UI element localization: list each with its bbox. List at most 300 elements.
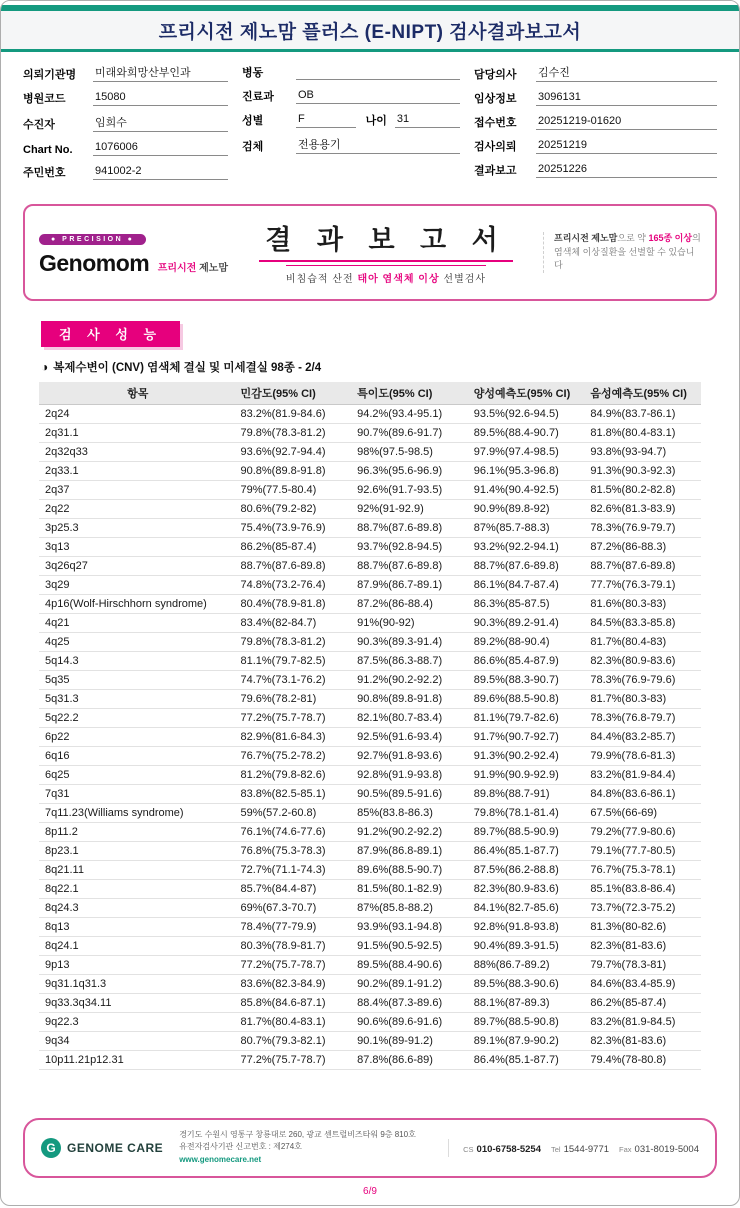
region-cell: 6p22: [39, 727, 234, 746]
value-cell: 92.8%(91.8-93.8): [468, 917, 585, 936]
region-cell: 6q25: [39, 765, 234, 784]
info-value: [296, 65, 460, 80]
table-row: [39, 955, 701, 974]
info-row: [474, 114, 717, 130]
value-cell: 89.5%(88.4-90.6): [351, 955, 468, 974]
contact-cs-label: CS: [463, 1144, 474, 1154]
value-cell: 84.5%(83.3-85.8): [584, 613, 701, 632]
value-cell: 77.2%(75.7-78.7): [234, 708, 351, 727]
table-row: [39, 518, 701, 537]
col-header-ppv: 양성예측도(95% CI): [468, 382, 585, 404]
value-cell: 80.6%(79.2-82): [234, 499, 351, 518]
region-cell: 10p11.21p12.31: [39, 1050, 234, 1069]
region-cell: 2q32q33: [39, 442, 234, 461]
value-cell: 79.8%(78.3-81.2): [234, 423, 351, 442]
value-cell: 83.4%(82-84.7): [234, 613, 351, 632]
region-cell: 9q34: [39, 1031, 234, 1050]
value-cell: 76.1%(74.6-77.6): [234, 822, 351, 841]
contact-tel: [551, 1139, 609, 1157]
table-row: [39, 860, 701, 879]
region-cell: 4q21: [39, 613, 234, 632]
brand-line: [39, 250, 229, 277]
info-label: 진료과: [242, 91, 274, 103]
value-cell: 76.7%(75.2-78.2): [234, 746, 351, 765]
table-row: [39, 689, 701, 708]
section-title-performance: 검 사 성 능: [41, 321, 180, 347]
value-cell: 91.2%(90.2-92.2): [351, 670, 468, 689]
genomecare-logo-icon: G: [41, 1138, 61, 1158]
value-cell: 82.3%(81-83.6): [584, 936, 701, 955]
value-cell: 87.2%(86-88.3): [584, 537, 701, 556]
report-header: [1, 11, 739, 49]
patient-info-column-2: [242, 64, 460, 188]
value-cell: 89.5%(88.4-90.7): [468, 423, 585, 442]
value-cell: 86.2%(85-87.4): [234, 537, 351, 556]
performance-table-wrap: [39, 382, 701, 1070]
value-cell: 86.6%(85.4-87.9): [468, 651, 585, 670]
region-cell: 9q33.3q34.11: [39, 993, 234, 1012]
table-row: [39, 651, 701, 670]
genomom-logo: [39, 228, 229, 277]
value-cell: 79.8%(78.1-81.4): [468, 803, 585, 822]
info-value: 20251226: [536, 163, 717, 178]
value-cell: 89.2%(88-90.4): [468, 632, 585, 651]
value-cell: 81.2%(79.8-82.6): [234, 765, 351, 784]
value-cell: 98%(97.5-98.5): [351, 442, 468, 461]
table-row: [39, 461, 701, 480]
value-cell: 79.4%(78-80.8): [584, 1050, 701, 1069]
value-cell: 81.7%(80.3-83): [584, 689, 701, 708]
value-cell: 79.2%(77.9-80.6): [584, 822, 701, 841]
table-row: [39, 993, 701, 1012]
value-cell: 88.7%(87.6-89.8): [468, 556, 585, 575]
info-value: 20251219: [536, 139, 717, 154]
info-value: 임희수: [93, 114, 228, 132]
value-cell: 86.4%(85.1-87.7): [468, 841, 585, 860]
desc-mid: 으로 약: [617, 232, 649, 243]
region-cell: 8p23.1: [39, 841, 234, 860]
value-cell: 86.1%(84.7-87.4): [468, 575, 585, 594]
value-cell: 92.6%(91.7-93.5): [351, 480, 468, 499]
info-value: 김수진: [536, 64, 717, 82]
patient-info: [1, 52, 739, 192]
table-row: [39, 841, 701, 860]
value-cell: 82.1%(80.7-83.4): [351, 708, 468, 727]
info-label: 검사의뢰: [474, 141, 517, 153]
col-header-npv: 음성예측도(95% CI): [584, 382, 701, 404]
value-cell: 76.8%(75.3-78.3): [234, 841, 351, 860]
value-cell: 85.1%(83.8-86.4): [584, 879, 701, 898]
value-cell: 76.7%(75.3-78.1): [584, 860, 701, 879]
region-cell: 3q13: [39, 537, 234, 556]
info-label: 담당의사: [474, 69, 517, 81]
value-cell: 89.5%(88.3-90.7): [468, 670, 585, 689]
region-cell: 3p25.3: [39, 518, 234, 537]
page-number: 6/9: [363, 1186, 377, 1197]
value-cell: 69%(67.3-70.7): [234, 898, 351, 917]
value-cell: 83.8%(82.5-85.1): [234, 784, 351, 803]
info-row: [242, 112, 460, 128]
value-cell: 81.3%(80-82.6): [584, 917, 701, 936]
table-row: [39, 556, 701, 575]
contact-fax-value: 031-8019-5004: [634, 1143, 699, 1155]
genomecare-logo: [41, 1138, 163, 1158]
info-row: [474, 162, 717, 178]
value-cell: 91.3%(90.2-92.4): [468, 746, 585, 765]
website-text: www.genomecare.net: [179, 1155, 262, 1165]
brand-sub-2: 제노맘: [199, 263, 229, 274]
info-value: OB: [296, 89, 460, 104]
value-cell: 81.1%(79.7-82.5): [234, 651, 351, 670]
table-row: [39, 765, 701, 784]
page-title: 프리시전 제노맘 플러스 (E-NIPT) 검사결과보고서: [158, 22, 582, 43]
value-cell: 77.2%(75.7-78.7): [234, 955, 351, 974]
value-cell: 89.7%(88.5-90.9): [468, 822, 585, 841]
region-cell: 8q24.1: [39, 936, 234, 955]
value-cell: 93.9%(93.1-94.8): [351, 917, 468, 936]
contact-fax: [619, 1139, 699, 1157]
value-cell: 84.8%(83.6-86.1): [584, 784, 701, 803]
value-cell: 90.9%(89.8-92): [468, 499, 585, 518]
value-cell: 85%(83.8-86.3): [351, 803, 468, 822]
desc-particle: 의: [692, 232, 701, 243]
region-cell: 7q11.23(Williams syndrome): [39, 803, 234, 822]
table-row: [39, 575, 701, 594]
value-cell: 84.6%(83.4-85.9): [584, 974, 701, 993]
region-cell: 4p16(Wolf-Hirschhorn syndrome): [39, 594, 234, 613]
info-row: [242, 64, 460, 80]
value-cell: 86.4%(85.1-87.7): [468, 1050, 585, 1069]
region-cell: 8q21.11: [39, 860, 234, 879]
table-row: [39, 746, 701, 765]
subtitle-highlight: 태아 염색체 이상: [357, 274, 440, 285]
desc-count: 165종 이상: [648, 232, 693, 243]
value-cell: 75.4%(73.9-76.9): [234, 518, 351, 537]
footer-contacts: [448, 1139, 699, 1157]
flex-spacer: [1, 1070, 739, 1106]
region-cell: 8q13: [39, 917, 234, 936]
info-label: 접수번호: [474, 117, 517, 129]
info-row: [474, 138, 717, 154]
value-cell: 89.1%(87.9-90.2): [468, 1031, 585, 1050]
info-label: 성별: [242, 115, 264, 127]
info-label: 수진자: [23, 119, 55, 131]
table-row: [39, 727, 701, 746]
region-cell: 3q29: [39, 575, 234, 594]
address-line-1: 경기도 수원시 영통구 창룡대로 260, 광교 센트럴비즈타워 9층 810호: [179, 1129, 416, 1139]
value-cell: 96.1%(95.3-96.8): [468, 461, 585, 480]
value-cell: 90.8%(89.8-91.8): [351, 689, 468, 708]
value-cell: 90.3%(89.2-91.4): [468, 613, 585, 632]
value-cell: 89.7%(88.5-90.8): [468, 1012, 585, 1031]
value-cell: 90.1%(89-91.2): [351, 1031, 468, 1050]
value-cell: 81.6%(80.3-83): [584, 594, 701, 613]
info-value: 15080: [93, 91, 228, 106]
value-cell: 92.8%(91.9-93.8): [351, 765, 468, 784]
table-row: [39, 1031, 701, 1050]
value-cell: 87.5%(86.2-88.8): [468, 860, 585, 879]
info-label: 나이: [365, 115, 387, 127]
info-value: 941002-2: [93, 165, 228, 180]
table-row: [39, 632, 701, 651]
footer-address: [179, 1129, 448, 1167]
info-label: 병원코드: [23, 93, 66, 105]
banner-center: [229, 218, 543, 287]
subtitle-prefix: 비침습적 산전: [285, 274, 358, 285]
genomecare-logo-text: GENOME CARE: [67, 1140, 164, 1155]
value-cell: 80.3%(78.9-81.7): [234, 936, 351, 955]
value-cell: 91.9%(90.9-92.9): [468, 765, 585, 784]
value-cell: 79.9%(78.6-81.3): [584, 746, 701, 765]
info-row: [23, 164, 228, 180]
value-cell: 87.9%(86.7-89.1): [351, 575, 468, 594]
info-value: 20251219-01620: [536, 115, 717, 130]
value-cell: 81.7%(80.4-83): [584, 632, 701, 651]
info-value: F: [296, 113, 356, 128]
info-row: [23, 64, 228, 82]
value-cell: 83.2%(81.9-84.5): [584, 1012, 701, 1031]
info-label: 임상정보: [474, 93, 517, 105]
value-cell: 78.3%(76.9-79.7): [584, 518, 701, 537]
value-cell: 84.9%(83.7-86.1): [584, 404, 701, 423]
value-cell: 82.6%(81.3-83.9): [584, 499, 701, 518]
value-cell: 79.1%(77.7-80.5): [584, 841, 701, 860]
region-cell: 2q33.1: [39, 461, 234, 480]
value-cell: 77.7%(76.3-79.1): [584, 575, 701, 594]
value-cell: 91.7%(90.7-92.7): [468, 727, 585, 746]
value-cell: 90.2%(89.1-91.2): [351, 974, 468, 993]
table-row: [39, 613, 701, 632]
value-cell: 87.2%(86-88.4): [351, 594, 468, 613]
brand-name: Genomom: [39, 250, 150, 276]
region-cell: 9p13: [39, 955, 234, 974]
half-circle-icon: ◑: [41, 360, 49, 374]
value-cell: 73.7%(72.3-75.2): [584, 898, 701, 917]
value-cell: 84.4%(83.2-85.7): [584, 727, 701, 746]
table-row: [39, 1050, 701, 1069]
value-cell: 91.3%(90.3-92.3): [584, 461, 701, 480]
value-cell: 89.6%(88.5-90.7): [351, 860, 468, 879]
region-cell: 3q26q27: [39, 556, 234, 575]
value-cell: 91%(90-92): [351, 613, 468, 632]
value-cell: 80.4%(78.9-81.8): [234, 594, 351, 613]
value-cell: 88.7%(87.6-89.8): [584, 556, 701, 575]
table-row: [39, 423, 701, 442]
region-cell: 4q25: [39, 632, 234, 651]
col-header-specificity: 특이도(95% CI): [351, 382, 468, 404]
footer: [23, 1118, 717, 1178]
value-cell: 90.6%(89.6-91.6): [351, 1012, 468, 1031]
value-cell: 89.6%(88.5-90.8): [468, 689, 585, 708]
region-cell: 9q31.1q31.3: [39, 974, 234, 993]
info-row: [474, 90, 717, 106]
value-cell: 90.3%(89.3-91.4): [351, 632, 468, 651]
value-cell: 90.7%(89.6-91.7): [351, 423, 468, 442]
info-row: [242, 136, 460, 154]
value-cell: 92.5%(91.6-93.4): [351, 727, 468, 746]
col-header-sensitivity: 민감도(95% CI): [234, 382, 351, 404]
desc-brand: 프리시전 제노맘: [554, 232, 618, 243]
brand-sub-1: 프리시전: [157, 263, 197, 274]
table-row: [39, 594, 701, 613]
value-cell: 82.3%(80.9-83.6): [468, 879, 585, 898]
info-row: [474, 64, 717, 82]
info-label: 주민번호: [23, 167, 66, 179]
info-row: [23, 90, 228, 106]
performance-table-header-row: [39, 382, 701, 404]
value-cell: 93.5%(92.6-94.5): [468, 404, 585, 423]
banner-description: [543, 232, 701, 274]
value-cell: 89.8%(88.7-91): [468, 784, 585, 803]
region-cell: 2q24: [39, 404, 234, 423]
value-cell: 90.5%(89.5-91.6): [351, 784, 468, 803]
value-cell: 81.5%(80.1-82.9): [351, 879, 468, 898]
region-cell: 8p11.2: [39, 822, 234, 841]
info-value: 1076006: [93, 141, 228, 156]
value-cell: 78.4%(77-79.9): [234, 917, 351, 936]
subtitle-suffix: 선별검사: [439, 274, 487, 285]
value-cell: 86.2%(85-87.4): [584, 993, 701, 1012]
info-label: 의뢰기관명: [23, 69, 77, 81]
value-cell: 74.8%(73.2-76.4): [234, 575, 351, 594]
info-row: [23, 140, 228, 156]
value-cell: 86.3%(85-87.5): [468, 594, 585, 613]
info-value: 미래와희망산부인과: [93, 64, 228, 82]
info-label: 결과보고: [474, 165, 517, 177]
value-cell: 79.7%(78.3-81): [584, 955, 701, 974]
table-row: [39, 879, 701, 898]
value-cell: 97.9%(97.4-98.5): [468, 442, 585, 461]
col-header-item: 항목: [39, 382, 234, 404]
report-banner-subtitle: [286, 265, 486, 285]
report-banner-title: 결 과 보 고 서: [259, 218, 512, 262]
value-cell: 83.2%(81.9-84.4): [584, 765, 701, 784]
value-cell: 78.3%(76.9-79.6): [584, 670, 701, 689]
table-row: [39, 708, 701, 727]
address-line-2: 유전자검사기관 신고번호 : 제274호: [179, 1142, 302, 1152]
table-row: [39, 442, 701, 461]
value-cell: 87.8%(86.6-89): [351, 1050, 468, 1069]
info-row: [23, 114, 228, 132]
region-cell: 5q31.3: [39, 689, 234, 708]
table-row: [39, 499, 701, 518]
value-cell: 91.5%(90.5-92.5): [351, 936, 468, 955]
value-cell: 88%(86.7-89.2): [468, 955, 585, 974]
value-cell: 91.2%(90.2-92.2): [351, 822, 468, 841]
value-cell: 79.6%(78.2-81): [234, 689, 351, 708]
region-cell: 8q24.3: [39, 898, 234, 917]
value-cell: 81.5%(80.2-82.8): [584, 480, 701, 499]
info-value: 전용용기: [296, 136, 460, 154]
value-cell: 92.7%(91.8-93.6): [351, 746, 468, 765]
value-cell: 88.7%(87.6-89.8): [351, 556, 468, 575]
value-cell: 93.2%(92.2-94.1): [468, 537, 585, 556]
value-cell: 87%(85.7-88.3): [468, 518, 585, 537]
region-cell: 2q31.1: [39, 423, 234, 442]
contact-cs: [463, 1139, 541, 1157]
value-cell: 74.7%(73.1-76.2): [234, 670, 351, 689]
value-cell: 92%(91-92.9): [351, 499, 468, 518]
value-cell: 83.6%(82.3-84.9): [234, 974, 351, 993]
performance-table: [39, 382, 701, 1070]
value-cell: 78.3%(76.8-79.7): [584, 708, 701, 727]
value-cell: 79%(77.5-80.4): [234, 480, 351, 499]
table-row: [39, 917, 701, 936]
value-cell: 85.7%(84.4-87): [234, 879, 351, 898]
value-cell: 85.8%(84.6-87.1): [234, 993, 351, 1012]
value-cell: 82.9%(81.6-84.3): [234, 727, 351, 746]
table-row: [39, 537, 701, 556]
contact-fax-label: Fax: [619, 1144, 632, 1154]
value-cell: 88.7%(87.6-89.8): [234, 556, 351, 575]
value-cell: 84.1%(82.7-85.6): [468, 898, 585, 917]
table-caption-text: 복제수변이 (CNV) 염색체 결실 및 미세결실 98종 - 2/4: [53, 362, 322, 374]
table-row: [39, 1012, 701, 1031]
patient-info-column-3: [474, 64, 717, 188]
table-caption: [41, 359, 739, 375]
value-cell: 96.3%(95.6-96.9): [351, 461, 468, 480]
info-label: Chart No.: [23, 144, 73, 156]
value-cell: 83.2%(81.9-84.6): [234, 404, 351, 423]
table-row: [39, 936, 701, 955]
value-cell: 87.9%(86.8-89.1): [351, 841, 468, 860]
info-row: [242, 88, 460, 104]
value-cell: 72.7%(71.1-74.3): [234, 860, 351, 879]
value-cell: 89.5%(88.3-90.6): [468, 974, 585, 993]
value-cell: 81.8%(80.4-83.1): [584, 423, 701, 442]
table-row: [39, 898, 701, 917]
value-cell: 87%(85.8-88.2): [351, 898, 468, 917]
info-label: 검체: [242, 141, 264, 153]
value-cell: 67.5%(66-69): [584, 803, 701, 822]
table-row: [39, 822, 701, 841]
table-row: [39, 404, 701, 423]
table-row: [39, 784, 701, 803]
info-value: 31: [395, 113, 460, 128]
value-cell: 93.7%(92.8-94.5): [351, 537, 468, 556]
value-cell: 88.1%(87-89.3): [468, 993, 585, 1012]
region-cell: 5q22.2: [39, 708, 234, 727]
region-cell: 5q14.3: [39, 651, 234, 670]
precision-badge: ● PRECISION ●: [39, 234, 146, 245]
region-cell: 8q22.1: [39, 879, 234, 898]
value-cell: 94.2%(93.4-95.1): [351, 404, 468, 423]
value-cell: 79.8%(78.3-81.2): [234, 632, 351, 651]
value-cell: 81.1%(79.7-82.6): [468, 708, 585, 727]
value-cell: 82.3%(81-83.6): [584, 1031, 701, 1050]
performance-table-body: [39, 404, 701, 1069]
result-banner: [23, 204, 717, 301]
contact-cs-value: 010-6758-5254: [476, 1143, 541, 1155]
value-cell: 93.8%(93-94.7): [584, 442, 701, 461]
table-row: [39, 974, 701, 993]
contact-tel-label: Tel: [551, 1144, 561, 1154]
brand-subtitle: [158, 263, 228, 274]
value-cell: 88.4%(87.3-89.6): [351, 993, 468, 1012]
desc-tail: 염색체 이상질환을 선별할 수 있습니다: [554, 246, 695, 271]
contact-tel-value: 1544-9771: [563, 1143, 610, 1155]
region-cell: 2q37: [39, 480, 234, 499]
region-cell: 6q16: [39, 746, 234, 765]
value-cell: 93.6%(92.7-94.4): [234, 442, 351, 461]
value-cell: 77.2%(75.7-78.7): [234, 1050, 351, 1069]
value-cell: 87.5%(86.3-88.7): [351, 651, 468, 670]
patient-info-column-1: [23, 64, 228, 188]
region-cell: 2q22: [39, 499, 234, 518]
value-cell: 88.7%(87.6-89.8): [351, 518, 468, 537]
table-row: [39, 803, 701, 822]
value-cell: 91.4%(90.4-92.5): [468, 480, 585, 499]
